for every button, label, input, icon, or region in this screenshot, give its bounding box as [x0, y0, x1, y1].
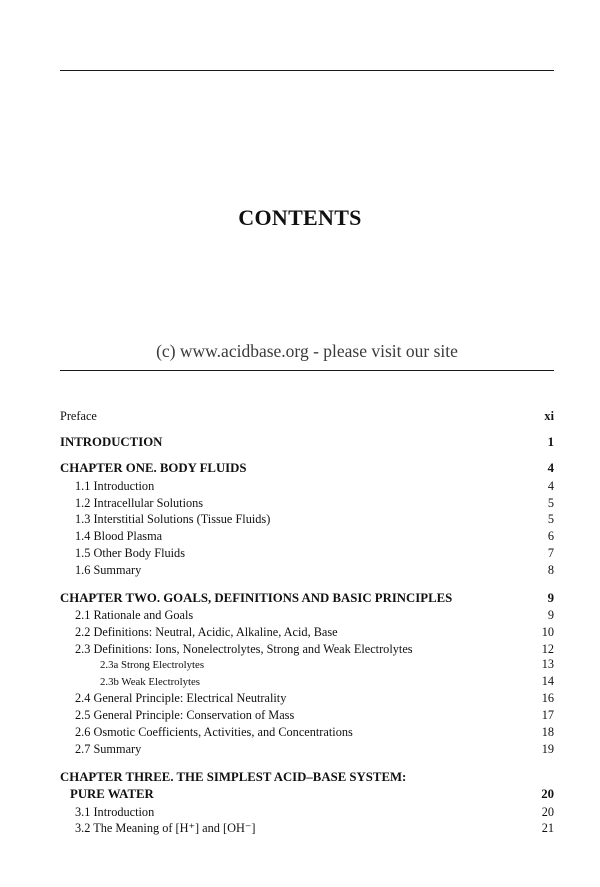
table-of-contents [60, 408, 554, 837]
toc-label: 2.5 General Principle: Conservation of Mass [75, 708, 295, 723]
toc-entry-2-6[interactable] [60, 724, 554, 741]
toc-entry-2-4[interactable] [60, 690, 554, 707]
toc-label: Preface [60, 409, 97, 423]
toc-page: 20 [541, 787, 554, 802]
toc-page: 12 [541, 641, 554, 656]
toc-page: 10 [541, 624, 554, 639]
toc-entry-preface[interactable] [60, 408, 554, 425]
toc-label: CHAPTER TWO. GOALS, DEFINITIONS AND BASIC PRINCIPLES [60, 590, 453, 605]
toc-entry-chapter-three[interactable] [60, 769, 554, 787]
toc-label: 2.3 Definitions: Ions, Nonelectrolytes, Strong and Weak Electrolytes [75, 641, 413, 656]
toc-label: PURE WATER [70, 787, 154, 802]
toc-label: CHAPTER THREE. THE SIMPLEST ACID–BASE SYSTEM: [60, 769, 407, 784]
toc-entry-2-7[interactable] [60, 741, 554, 758]
toc-page: 8 [547, 562, 554, 577]
top-rule [60, 70, 554, 71]
toc-label: 2.3a Strong Electrolytes [100, 659, 205, 672]
toc-page: 4 [547, 461, 554, 476]
toc-label: 1.3 Interstitial Solutions (Tissue Fluids) [75, 512, 271, 527]
toc-page: 1 [547, 434, 554, 449]
toc-entry-chapter-one[interactable] [60, 460, 554, 478]
toc-label: 2.1 Rationale and Goals [75, 608, 194, 623]
toc-label: 1.6 Summary [75, 562, 142, 577]
toc-entry-1-6[interactable] [60, 562, 554, 579]
toc-entry-2-3a[interactable] [60, 657, 554, 674]
toc-entry-3-2[interactable] [60, 820, 554, 837]
toc-label: 1.4 Blood Plasma [75, 529, 163, 544]
toc-page: 4 [547, 478, 554, 493]
toc-page: 13 [541, 657, 554, 672]
toc-label: 3.1 Introduction [75, 804, 155, 819]
toc-label: 2.7 Summary [75, 741, 142, 756]
toc-entry-chapter-two[interactable] [60, 590, 554, 608]
toc-page: 18 [541, 725, 554, 740]
toc-entry-1-1[interactable] [60, 478, 554, 495]
section-rule [60, 370, 554, 371]
toc-page: 5 [547, 512, 554, 527]
toc-entry-2-3b[interactable] [60, 674, 554, 691]
toc-entry-1-2[interactable] [60, 495, 554, 512]
toc-page: 16 [541, 691, 554, 706]
copyright-notice: (c) www.acidbase.org - please visit our site [156, 341, 458, 361]
toc-label: 2.3b Weak Electrolytes [100, 675, 200, 688]
toc-entry-2-1[interactable] [60, 607, 554, 624]
toc-label: CHAPTER ONE. BODY FLUIDS [60, 461, 247, 476]
toc-page: 5 [547, 495, 554, 510]
toc-entry-introduction[interactable] [60, 434, 554, 452]
toc-page: 20 [541, 804, 554, 819]
toc-label: 2.4 General Principle: Electrical Neutrality [75, 691, 287, 706]
toc-entry-2-5[interactable] [60, 707, 554, 724]
toc-label: 1.5 Other Body Fluids [75, 545, 185, 560]
toc-page: 9 [547, 608, 554, 623]
toc-page: 9 [547, 590, 554, 605]
toc-page: 17 [541, 708, 554, 723]
toc-page: 19 [541, 741, 554, 756]
toc-label: INTRODUCTION [60, 434, 163, 449]
toc-entry-1-5[interactable] [60, 545, 554, 562]
toc-entry-2-3[interactable] [60, 641, 554, 658]
toc-entry-1-4[interactable] [60, 528, 554, 545]
toc-entry-2-2[interactable] [60, 624, 554, 641]
toc-label: 2.2 Definitions: Neutral, Acidic, Alkaline, Acid, Base [75, 624, 338, 639]
toc-label: 3.2 The Meaning of [H⁺] and [OH⁻] [75, 821, 256, 836]
toc-page: 6 [547, 529, 554, 544]
toc-page: 21 [541, 821, 554, 836]
toc-label: 1.1 Introduction [75, 478, 155, 493]
toc-page: 7 [547, 545, 554, 560]
page-title: CONTENTS [238, 205, 362, 230]
toc-page: 14 [541, 673, 554, 688]
toc-label: 1.2 Intracellular Solutions [75, 495, 204, 510]
toc-page: xi [544, 409, 554, 423]
toc-entry-1-3[interactable] [60, 511, 554, 528]
toc-entry-chapter-three-cont[interactable] [60, 786, 554, 804]
toc-label: 2.6 Osmotic Coefficients, Activities, and Concentrations [75, 725, 353, 740]
toc-entry-3-1[interactable] [60, 804, 554, 821]
